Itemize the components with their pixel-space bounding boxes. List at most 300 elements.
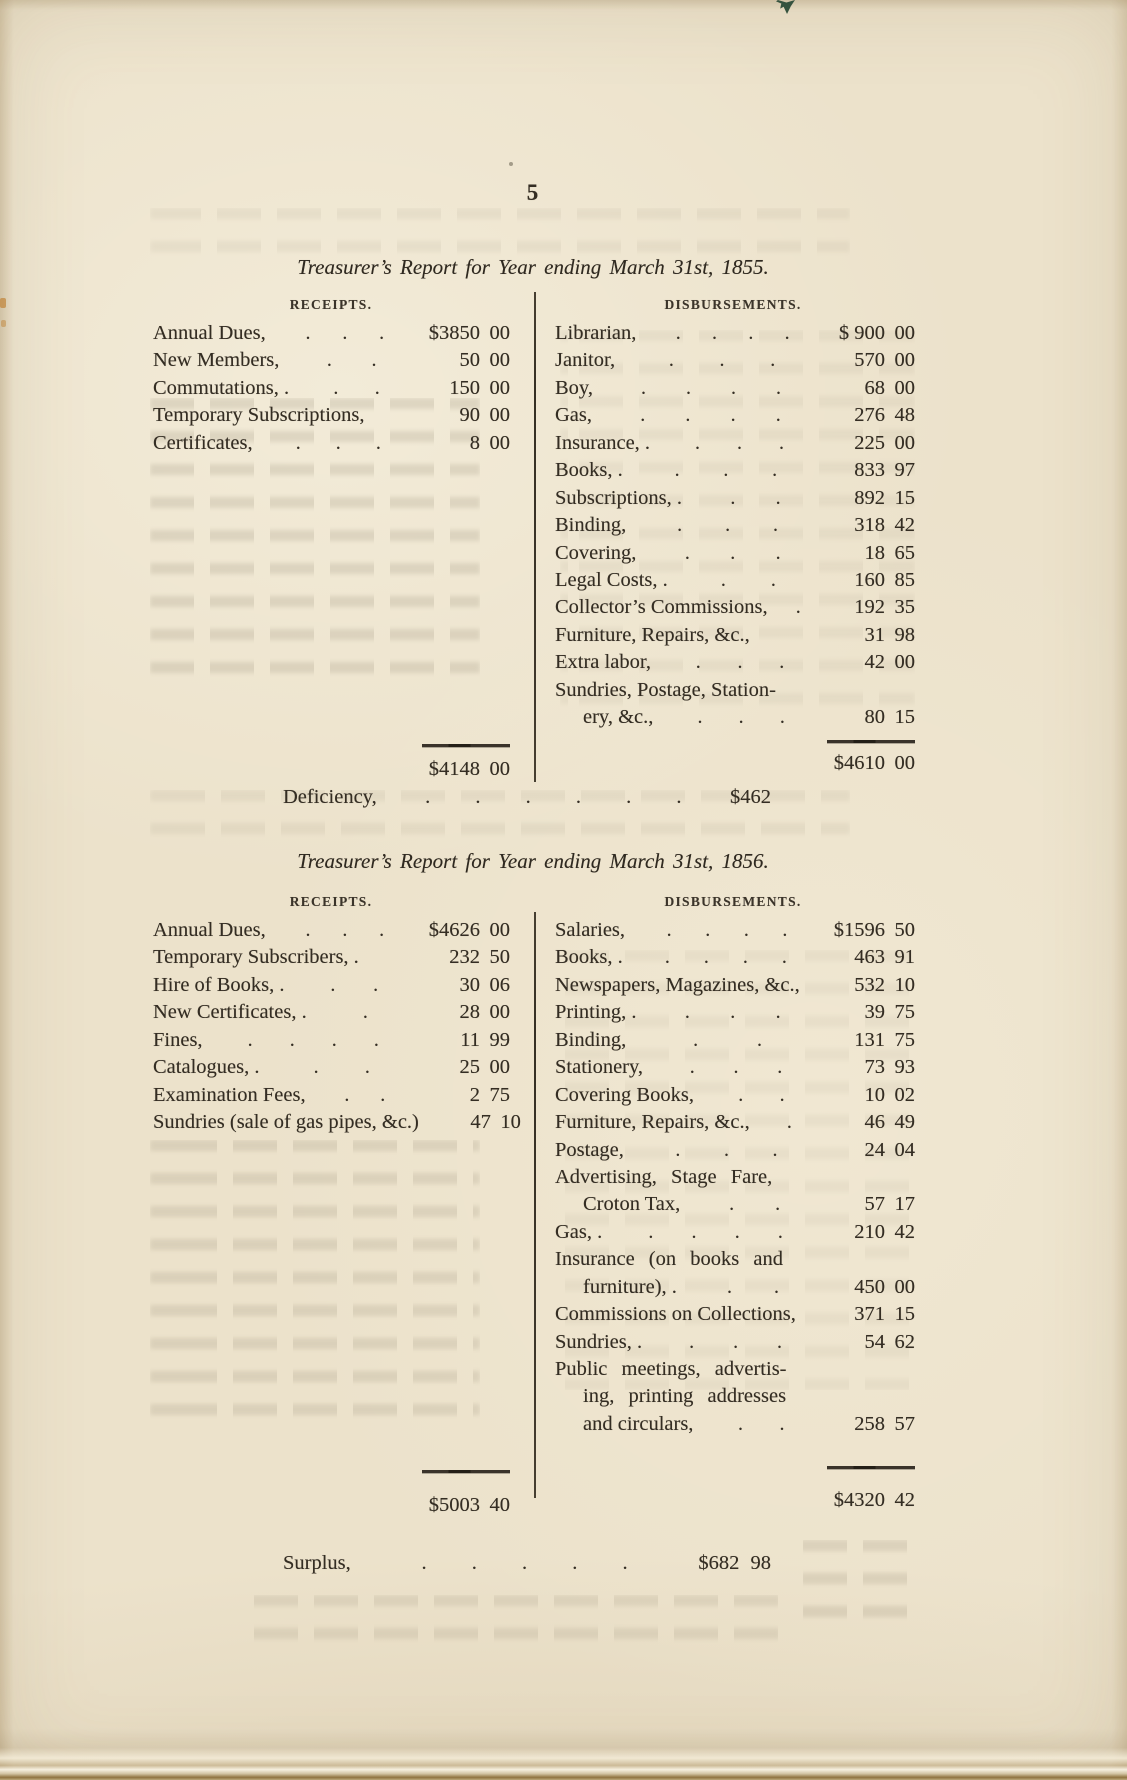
entry-label: Certificates,	[153, 431, 253, 454]
amount-dollars: 11	[460, 1028, 480, 1051]
leader-dot: .	[675, 322, 681, 344]
entry-label: ery, &c.,	[583, 706, 654, 729]
amount-cents: 00	[489, 1056, 510, 1079]
table-row	[555, 1413, 915, 1440]
amount-cents: 49	[894, 1111, 915, 1134]
leader-dot: .	[772, 1138, 778, 1161]
leader-dot: .	[648, 1220, 654, 1243]
entry-label: Commutations, .	[153, 376, 290, 399]
amount-dollars: 192	[854, 596, 885, 619]
amount-dollars: 42	[864, 651, 885, 674]
dot-leader	[285, 975, 424, 995]
entry-label: Commissions on Collections,	[555, 1303, 796, 1326]
amount-dollars: 131	[854, 1028, 885, 1051]
amount-dollars: 2	[469, 1083, 480, 1106]
leader-dot: .	[720, 568, 726, 591]
table-row	[153, 404, 510, 431]
amount-cents: 02	[894, 1083, 915, 1106]
entry-label: Furniture, Repairs, &c.,	[555, 1111, 750, 1134]
entry-label: Sundries, Postage, Station-	[555, 678, 776, 701]
table-row	[153, 432, 510, 459]
dot-leader	[279, 350, 424, 370]
amount-dollars: 25	[459, 1056, 480, 1079]
amount-cents: 10	[894, 973, 915, 996]
amount-cents: 00	[894, 431, 915, 454]
table-row	[555, 1276, 915, 1303]
table-row	[153, 1084, 510, 1111]
disbursements-total-1855	[555, 752, 915, 775]
paper-speck	[509, 162, 513, 166]
leader-dot: .	[737, 1412, 743, 1435]
leader-dot: .	[693, 1028, 699, 1051]
total-cents: 40	[489, 1494, 510, 1516]
leader-dot: .	[380, 1083, 386, 1106]
entry-label: Temporary Subscriptions,	[153, 404, 365, 427]
amount-cents: 75	[894, 1028, 915, 1051]
leader-dot: .	[743, 919, 749, 941]
leader-dot: .	[725, 514, 731, 537]
leader-dot: .	[723, 1138, 729, 1161]
dot-leader	[642, 1332, 829, 1352]
table-row	[555, 1056, 915, 1083]
balance-amount: $462	[730, 786, 771, 808]
bleedthrough-text	[150, 1140, 480, 1430]
amount-dollars: 73	[864, 1056, 885, 1079]
entry-label: Collector’s Commissions,	[555, 596, 768, 619]
amount-cents: 42	[894, 514, 915, 537]
amount-dollars: $3850	[428, 322, 480, 344]
table-row	[153, 1029, 510, 1056]
dot-leader	[615, 350, 829, 370]
table-row	[153, 1056, 510, 1083]
leader-dot: .	[373, 1028, 379, 1051]
entry-label: Croton Tax,	[583, 1193, 681, 1216]
leader-dot: .	[703, 946, 709, 969]
dot-leader	[636, 323, 829, 343]
table-row	[153, 1111, 521, 1138]
entry-label: Temporary Subscribers, .	[153, 946, 359, 969]
leader-dot: .	[697, 706, 703, 729]
entry-label: New Certificates, .	[153, 1001, 307, 1024]
table-row	[555, 1084, 915, 1111]
receipts-table-1855	[153, 322, 510, 459]
dot-leader	[768, 597, 829, 617]
leader-dot: .	[344, 1083, 350, 1106]
leader-dot: .	[677, 514, 683, 537]
leader-dot: .	[775, 1001, 781, 1024]
leader-dot: .	[775, 541, 781, 564]
dot-leader	[624, 1140, 829, 1160]
dot-leader	[682, 488, 829, 508]
amount-cents: 04	[894, 1138, 915, 1161]
table-row	[555, 459, 915, 486]
report-title-1856: Treasurer’s Report for Year ending March 31st, 1856.	[297, 849, 769, 873]
table-row	[555, 1221, 915, 1248]
table-row	[555, 569, 915, 596]
receipts-total-1855	[153, 758, 510, 781]
page-left-edge-shadow	[0, 0, 14, 1780]
dot-leader	[693, 1414, 829, 1434]
total-rule	[827, 740, 915, 743]
amount-dollars: 210	[854, 1220, 885, 1243]
amount-cents: 75	[894, 1001, 915, 1024]
page-top-edge-shadow	[0, 0, 1127, 10]
dot-leader	[668, 570, 829, 590]
entry-label: Legal Costs, .	[555, 568, 668, 591]
column-divider	[534, 912, 536, 1498]
leader-dot: .	[775, 376, 781, 399]
leader-dot: .	[775, 486, 781, 509]
leader-dot: .	[730, 486, 736, 509]
amount-cents: 42	[894, 1220, 915, 1243]
leader-dot: .	[784, 322, 790, 344]
entry-label: Annual Dues,	[153, 322, 266, 344]
dot-leader	[289, 378, 424, 398]
amount-dollars: 30	[459, 973, 480, 996]
entry-label: Books, .	[555, 946, 623, 969]
table-row	[555, 651, 915, 678]
leader-dot: .	[779, 1412, 785, 1435]
dot-leader	[307, 1002, 424, 1022]
disbursements-table-1855	[555, 322, 915, 734]
leader-dot: .	[737, 431, 743, 454]
entry-label: Sundries (sale of gas pipes, &c.)	[153, 1111, 419, 1134]
leader-dot: .	[723, 459, 729, 482]
dot-leader	[306, 1085, 424, 1105]
disbursements-header-1856: DISBURSEMENTS.	[664, 894, 802, 909]
table-row	[555, 1111, 915, 1138]
table-row	[555, 542, 915, 569]
leader-dot: .	[705, 919, 711, 941]
dot-leader	[651, 652, 829, 672]
entry-label: Newspapers, Magazines, &c.,	[555, 973, 800, 996]
receipts-table-1856	[153, 919, 521, 1139]
total-dollars: $5003	[428, 1494, 480, 1516]
dot-leader	[694, 1085, 829, 1105]
leader-dot: .	[695, 431, 701, 454]
total-cents: 42	[894, 1489, 915, 1511]
leader-dot: .	[247, 1028, 253, 1051]
disbursements-total-1856	[555, 1489, 915, 1512]
disbursements-header-1855: DISBURSEMENTS.	[664, 297, 802, 312]
table-row	[153, 322, 510, 349]
leader-dot: .	[738, 1083, 744, 1106]
leader-dot: .	[773, 1275, 779, 1298]
amount-dollars: 150	[449, 376, 480, 399]
dot-leader	[623, 947, 829, 967]
amount-cents: 15	[894, 1303, 915, 1326]
entry-label: Public meetings, advertis-	[555, 1358, 787, 1380]
table-row	[555, 1001, 915, 1028]
amount-dollars: 371	[854, 1303, 885, 1326]
amount-dollars: 54	[864, 1330, 885, 1353]
amount-dollars: 258	[854, 1412, 885, 1435]
page-bottom-edge	[0, 1728, 1127, 1780]
leader-dot: .	[668, 349, 674, 372]
receipts-total-1856	[153, 1494, 510, 1517]
amount-dollars: 24	[864, 1138, 885, 1161]
leader-dot: .	[779, 1083, 785, 1106]
leader-dot: .	[305, 919, 311, 941]
leader-dot: .	[730, 541, 736, 564]
leader-dot: .	[729, 1193, 735, 1216]
leader-dot: .	[734, 1220, 740, 1243]
amount-cents: 00	[489, 919, 510, 941]
total-cents: 00	[894, 752, 915, 774]
table-row	[153, 1001, 510, 1028]
amount-dollars: 80	[864, 706, 885, 729]
leader-dot: .	[689, 1330, 695, 1353]
total-dollars: $4610	[833, 752, 885, 774]
amount-dollars: 833	[854, 459, 885, 482]
leader-dot: .	[773, 514, 779, 537]
entry-label: Sundries, .	[555, 1330, 643, 1353]
leader-dot: .	[733, 1056, 739, 1079]
amount-cents: 75	[489, 1083, 510, 1106]
dot-leader	[643, 1057, 829, 1077]
table-row	[153, 349, 510, 376]
amount-cents: 35	[894, 596, 915, 619]
entry-label: Postage,	[555, 1138, 624, 1161]
leader-dot: .	[379, 919, 385, 941]
leader-dot: .	[738, 706, 744, 729]
leader-dot: .	[685, 404, 691, 427]
leader-dot: .	[777, 1056, 783, 1079]
paper-speck	[0, 298, 6, 308]
leader-dot: .	[684, 541, 690, 564]
amount-cents: 50	[894, 919, 915, 941]
leader-dot: .	[726, 1275, 732, 1298]
table-row	[555, 349, 915, 376]
leader-dot: .	[777, 1220, 783, 1243]
amount-cents: 00	[489, 349, 510, 372]
amount-cents: 15	[894, 486, 915, 509]
receipts-header-1855: RECEIPTS.	[289, 297, 373, 312]
amount-dollars: 57	[864, 1193, 885, 1216]
leader-dot: .	[675, 1138, 681, 1161]
entry-label: Binding,	[555, 514, 627, 537]
table-row	[153, 974, 510, 1001]
leader-dot: .	[374, 376, 380, 399]
bleedthrough-text	[240, 1595, 780, 1661]
leader-dot: .	[782, 919, 788, 941]
leader-dot: .	[342, 919, 348, 941]
entry-label: Fines,	[153, 1028, 203, 1051]
leader-dot: .	[640, 404, 646, 427]
amount-cents: 00	[489, 1001, 510, 1024]
leader-dot: .	[305, 322, 311, 344]
leader-dot: .	[775, 1193, 781, 1216]
entry-label: Books, .	[555, 459, 623, 482]
amount-cents: 57	[894, 1412, 915, 1435]
dot-leader	[650, 433, 829, 453]
leader-dot: .	[373, 973, 379, 996]
leader-dot: .	[333, 376, 339, 399]
amount-cents: 91	[894, 946, 915, 969]
leader-dot: .	[666, 919, 672, 941]
entry-label: Salaries,	[555, 919, 626, 941]
amount-cents: 00	[489, 431, 510, 454]
leader-dot: .	[289, 1028, 295, 1051]
table-row	[555, 377, 915, 404]
table-row	[555, 1193, 915, 1220]
amount-dollars: 8	[469, 431, 480, 454]
table-row	[555, 1385, 915, 1412]
table-row	[555, 624, 915, 651]
leader-dot: .	[330, 973, 336, 996]
amount-cents: 50	[489, 946, 510, 969]
dot-leader	[653, 707, 829, 727]
total-dollars: $4148	[428, 758, 480, 780]
table-row	[555, 322, 915, 349]
table-row	[555, 487, 915, 514]
leader-dot: .	[772, 459, 778, 482]
balance-label: Surplus,	[283, 1552, 351, 1574]
leader-dot: .	[371, 349, 377, 372]
entry-label: Extra labor,	[555, 651, 651, 674]
balance-label: Deficiency,	[283, 786, 377, 808]
amount-dollars: 570	[854, 349, 885, 372]
amount-dollars: $4626	[428, 919, 480, 941]
amount-cents: 00	[894, 1275, 915, 1298]
amount-dollars: 46	[864, 1111, 885, 1134]
entry-label: Annual Dues,	[153, 919, 266, 941]
dot-leader	[680, 1194, 829, 1214]
amount-dollars: 276	[854, 404, 885, 427]
amount-dollars: 28	[459, 1001, 480, 1024]
entry-label: Insurance, .	[555, 431, 651, 454]
table-row	[555, 974, 915, 1001]
amount-dollars: 39	[864, 1001, 885, 1024]
amount-dollars: 18	[864, 541, 885, 564]
amount-cents: 99	[489, 1028, 510, 1051]
dot-leader	[593, 378, 829, 398]
table-row	[555, 1331, 915, 1358]
dot-leader	[625, 920, 829, 940]
dot-leader	[203, 1030, 424, 1050]
paper-speck	[1, 320, 6, 327]
bleedthrough-text	[800, 1540, 920, 1625]
entry-label: Catalogues, .	[153, 1056, 260, 1079]
amount-cents: 10	[500, 1111, 521, 1134]
amount-cents: 06	[489, 973, 510, 996]
entry-label: Subscriptions, .	[555, 486, 682, 509]
dot-leader	[259, 1057, 424, 1077]
amount-cents: 97	[894, 459, 915, 482]
amount-dollars: 463	[854, 946, 885, 969]
table-row	[555, 596, 915, 623]
deficiency-line	[283, 786, 771, 809]
table-row	[555, 706, 915, 733]
leader-dot: .	[730, 1001, 736, 1024]
leader-dot: .	[674, 459, 680, 482]
dot-leader	[626, 515, 829, 535]
amount-dollars: 31	[864, 623, 885, 646]
entry-label: Gas, .	[555, 1220, 603, 1243]
leader-dot: .	[335, 431, 341, 454]
amount-cents: 00	[894, 322, 915, 344]
leader-dot: .	[719, 349, 725, 372]
leader-dot: .	[691, 1220, 697, 1243]
leader-dot: .	[664, 946, 670, 969]
leader-dot: .	[775, 404, 781, 427]
amount-cents: 65	[894, 541, 915, 564]
amount-cents: 00	[894, 376, 915, 399]
leader-dot: .	[779, 651, 785, 674]
dot-leader	[602, 1222, 829, 1242]
entry-label: ing, printing addresses	[583, 1385, 787, 1408]
amount-dollars: $ 900	[838, 322, 885, 344]
leader-dot: .	[313, 1056, 319, 1079]
leader-dot: .	[733, 1330, 739, 1353]
page-right-edge-shadow	[1111, 0, 1127, 1780]
entry-label: and circulars,	[583, 1412, 694, 1435]
amount-cents: 00	[894, 651, 915, 674]
table-row	[555, 1248, 915, 1275]
amount-cents: 00	[894, 349, 915, 372]
leader-dot: .	[786, 1111, 792, 1134]
dot-leader	[626, 1030, 829, 1050]
leader-dot: .	[331, 1028, 337, 1051]
leader-dot: .	[362, 1001, 368, 1024]
leader-dot: .	[689, 1056, 695, 1079]
balance-amount: $682 98	[698, 1552, 771, 1574]
entry-label: Examination Fees,	[153, 1083, 306, 1106]
table-row	[555, 404, 915, 431]
leader-dot: .	[375, 431, 381, 454]
entry-label: Librarian,	[555, 322, 637, 344]
leader-dot: .	[737, 651, 743, 674]
receipts-header-1856: RECEIPTS.	[289, 894, 373, 909]
leader-dot: .	[640, 376, 646, 399]
leader-dot: .	[795, 596, 801, 619]
table-row	[555, 1139, 915, 1166]
amount-dollars: 450	[854, 1275, 885, 1298]
entry-label: furniture), .	[583, 1275, 677, 1298]
table-row	[153, 919, 510, 946]
entry-label: Boy,	[555, 376, 593, 399]
entry-label: Gas,	[555, 404, 593, 427]
dot-leader	[677, 1277, 829, 1297]
amount-dollars: 232	[449, 946, 480, 969]
leader-dot: .	[777, 1330, 783, 1353]
dot-leader: . . . . .	[421, 1552, 628, 1574]
amount-cents: 48	[894, 404, 915, 427]
total-rule	[422, 744, 510, 747]
leader-dot: .	[730, 404, 736, 427]
table-row	[555, 1358, 915, 1385]
amount-cents: 15	[894, 706, 915, 729]
amount-cents: 98	[894, 623, 915, 646]
report-title-1855: Treasurer’s Report for Year ending March 31st, 1855.	[297, 255, 769, 279]
entry-label: Covering,	[555, 541, 637, 564]
total-rule	[422, 1470, 510, 1473]
amount-dollars: 50	[459, 349, 480, 372]
leader-dot: .	[712, 322, 718, 344]
amount-dollars: 10	[864, 1083, 885, 1106]
amount-dollars: 90	[459, 404, 480, 427]
table-row	[555, 1303, 915, 1330]
leader-dot: .	[770, 349, 776, 372]
amount-dollars: 68	[864, 376, 885, 399]
table-row	[555, 679, 915, 706]
surplus-line	[283, 1552, 771, 1575]
leader-dot: .	[748, 322, 754, 344]
amount-dollars: 225	[854, 431, 885, 454]
dot-leader	[623, 460, 829, 480]
amount-cents: 00	[489, 404, 510, 427]
dot-leader	[750, 1112, 829, 1132]
